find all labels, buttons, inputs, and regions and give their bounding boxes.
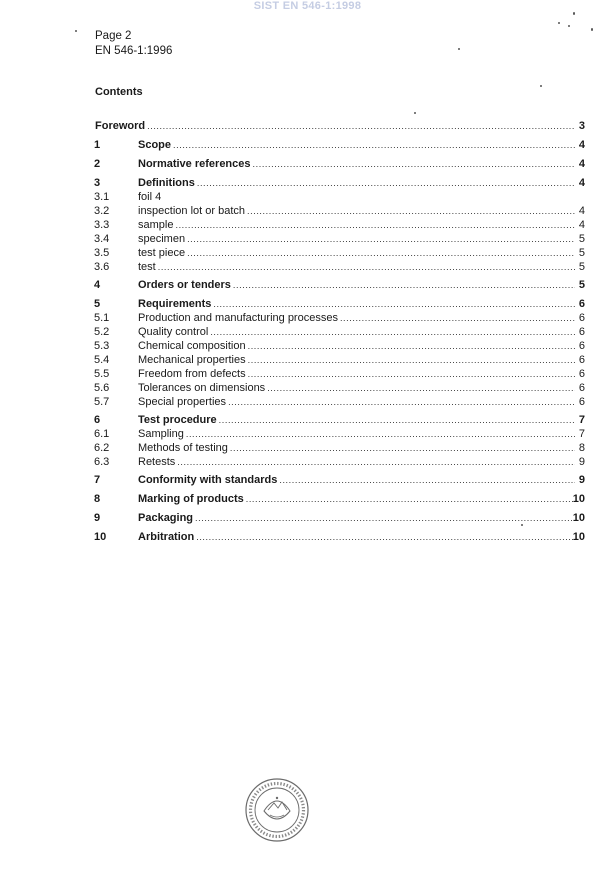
toc-leader-dots: [253, 158, 575, 171]
toc-entry[interactable]: [95, 205, 585, 218]
toc-entry-title: Test procedure: [138, 414, 217, 426]
page-number: Page 2: [95, 30, 132, 42]
toc-entry-page: 5: [578, 233, 585, 245]
toc-entry-title: Arbitration: [138, 531, 195, 543]
toc-leader-dots: [187, 233, 575, 246]
toc-entry-page: 4: [578, 158, 585, 170]
toc-entry-number: 5.1: [94, 312, 110, 324]
toc-entry-number: 9: [94, 512, 101, 524]
toc-entry-page: 6: [578, 312, 585, 324]
toc-leader-dots: [147, 120, 575, 133]
toc-leader-dots: [173, 139, 575, 152]
toc-entry[interactable]: [95, 247, 585, 260]
toc-entry-page: 4: [578, 139, 585, 151]
toc-entry-page: 6: [578, 396, 585, 408]
toc-entry-title: Retests: [138, 456, 176, 468]
toc-entry-page: 9: [578, 456, 585, 468]
toc-entry-number: 3.6: [94, 261, 110, 273]
toc-entry-title: Marking of products: [138, 493, 244, 505]
toc-entry-number: 5.6: [94, 382, 110, 394]
toc-entry-title: Special properties: [138, 396, 227, 408]
toc-entry-number: 2: [94, 158, 101, 170]
toc-entry-page: 7: [578, 414, 585, 426]
toc-entry-page: 6: [578, 368, 585, 380]
toc-entry-page: 5: [578, 261, 585, 273]
toc-entry-title: Sampling: [138, 428, 184, 440]
toc-leader-dots: [196, 531, 575, 544]
toc-leader-dots: [213, 298, 575, 311]
toc-leader-dots: [175, 219, 575, 232]
toc-entry-number: 5.4: [94, 354, 110, 366]
toc-entry-title: Scope: [138, 139, 172, 151]
toc-entry-page: 10: [572, 531, 585, 543]
scan-speck: [458, 48, 460, 50]
toc-entry-page: 5: [578, 279, 585, 291]
toc-leader-dots: [279, 474, 575, 487]
toc-entry[interactable]: [95, 340, 585, 353]
scan-speck: [568, 25, 570, 27]
toc-entry-number: 3.5: [94, 247, 110, 259]
toc-entry[interactable]: [95, 120, 585, 133]
toc-leader-dots: [187, 247, 575, 260]
toc-entry-title: Packaging: [138, 512, 194, 524]
toc-entry-page: 4: [578, 205, 585, 217]
toc-leader-dots: [248, 368, 575, 381]
toc-leader-dots: [219, 414, 575, 427]
toc-entry-page: 7: [578, 428, 585, 440]
toc-entry-number: 7: [94, 474, 101, 486]
watermark: SIST EN 546-1:1998: [253, 0, 362, 12]
toc-entry[interactable]: [95, 279, 585, 292]
scan-speck: [558, 22, 560, 24]
toc-entry[interactable]: [95, 261, 585, 274]
toc-entry[interactable]: [95, 177, 585, 190]
toc-entry[interactable]: [95, 219, 585, 232]
toc-entry-number: 3.3: [94, 219, 110, 231]
toc-entry[interactable]: [95, 158, 585, 171]
toc-entry-title: Freedom from defects: [138, 368, 246, 380]
toc-leader-dots: [228, 396, 575, 409]
contents-title: Contents: [95, 86, 143, 98]
toc-leader-dots: [197, 177, 575, 190]
toc-entry-page: 6: [578, 354, 585, 366]
toc-entry-number: 8: [94, 493, 101, 505]
toc-entry-number: 3.1: [94, 191, 110, 203]
toc-entry-title: Foreword: [95, 120, 146, 132]
toc-entry-page: 6: [578, 382, 585, 394]
scan-speck: [414, 112, 416, 114]
toc-entry-page: 10: [572, 493, 585, 505]
toc-entry-number: 6: [94, 414, 101, 426]
toc-entry-title: Mechanical properties: [138, 354, 246, 366]
toc-entry-number: 3.4: [94, 233, 110, 245]
toc-entry-page: 10: [572, 512, 585, 524]
toc-entry[interactable]: [95, 139, 585, 152]
toc-entry-title: Definitions: [138, 177, 195, 189]
toc-leader-dots: [248, 340, 575, 353]
toc-entry[interactable]: [95, 512, 585, 525]
toc-entry[interactable]: [95, 428, 585, 441]
toc-entry-title: inspection lot or batch: [138, 205, 246, 217]
toc-leader-dots: [233, 279, 575, 292]
toc-entry[interactable]: [95, 368, 585, 381]
toc-entry-page: 8: [578, 442, 585, 454]
toc-leader-dots: [340, 312, 575, 325]
toc-entry[interactable]: [95, 493, 585, 506]
toc-entry[interactable]: [95, 414, 585, 427]
toc-entry-number: 6.3: [94, 456, 110, 468]
toc-entry-number: 3: [94, 177, 101, 189]
toc-leader-dots: [177, 456, 575, 469]
toc-entry[interactable]: [95, 191, 585, 204]
standard-id: EN 546-1:1996: [95, 45, 173, 57]
toc-entry-title: Chemical composition: [138, 340, 246, 352]
toc-entry-title: foil 4: [138, 191, 162, 203]
toc-entry-page: 3: [578, 120, 585, 132]
toc-entry-number: 5.3: [94, 340, 110, 352]
scan-speck: [521, 524, 523, 526]
toc-entry-number: 5.5: [94, 368, 110, 380]
toc-entry[interactable]: [95, 354, 585, 367]
toc-entry-number: 5: [94, 298, 101, 310]
page-header: [95, 29, 172, 59]
toc-entry-title: sample: [138, 219, 174, 231]
toc-entry-number: 4: [94, 279, 101, 291]
toc-entry-number: 10: [94, 531, 107, 543]
scan-speck: [573, 12, 575, 15]
toc-entry[interactable]: [95, 396, 585, 409]
toc-entry[interactable]: [95, 531, 585, 544]
toc-entry-number: 5.7: [94, 396, 110, 408]
toc-leader-dots: [248, 354, 575, 367]
toc-entry-page: 4: [578, 219, 585, 231]
toc-entry[interactable]: [95, 456, 585, 469]
toc-entry-title: test piece: [138, 247, 186, 259]
toc-entry-page: 6: [578, 340, 585, 352]
toc-entry-title: Quality control: [138, 326, 209, 338]
toc-entry[interactable]: [95, 442, 585, 455]
toc-entry-page: 6: [578, 298, 585, 310]
toc-entry-page: 4: [578, 177, 585, 189]
toc-entry-title: Methods of testing: [138, 442, 228, 454]
toc-entry-page: 5: [578, 247, 585, 259]
toc-entry[interactable]: [95, 326, 585, 339]
toc-entry-title: specimen: [138, 233, 186, 245]
toc-leader-dots: [230, 442, 575, 455]
toc-entry-number: 5.2: [94, 326, 110, 338]
toc-entry-title: Production and manufacturing processes: [138, 312, 338, 324]
toc-entry-page: 6: [578, 326, 585, 338]
toc-entry-number: 6.1: [94, 428, 110, 440]
toc-entry[interactable]: [95, 233, 585, 246]
toc-entry-title: Tolerances on dimensions: [138, 382, 266, 394]
scan-speck: [540, 85, 542, 87]
table-of-contents: [95, 120, 585, 544]
toc-leader-dots: [186, 428, 575, 441]
toc-leader-dots: [246, 493, 575, 506]
toc-entry[interactable]: [95, 382, 585, 395]
toc-entry[interactable]: [95, 298, 585, 311]
toc-entry-number: 6.2: [94, 442, 110, 454]
toc-leader-dots: [210, 326, 575, 339]
toc-entry-number: 3.2: [94, 205, 110, 217]
toc-leader-dots: [158, 261, 575, 274]
toc-entry-title: Conformity with standards: [138, 474, 278, 486]
toc-entry-number: 1: [94, 139, 101, 151]
toc-entry[interactable]: [95, 474, 585, 487]
toc-entry-title: test: [138, 261, 156, 273]
toc-leader-dots: [247, 205, 575, 218]
scan-speck: [591, 28, 593, 31]
toc-leader-dots: [195, 512, 575, 525]
scan-speck: [75, 30, 77, 32]
toc-entry[interactable]: [95, 312, 585, 325]
toc-entry-title: Orders or tenders: [138, 279, 231, 291]
toc-leader-dots: [267, 382, 575, 395]
toc-entry-title: Requirements: [138, 298, 212, 310]
toc-entry-title: Normative references: [138, 158, 251, 170]
official-seal-icon: [244, 777, 310, 843]
toc-entry-page: 9: [578, 474, 585, 486]
